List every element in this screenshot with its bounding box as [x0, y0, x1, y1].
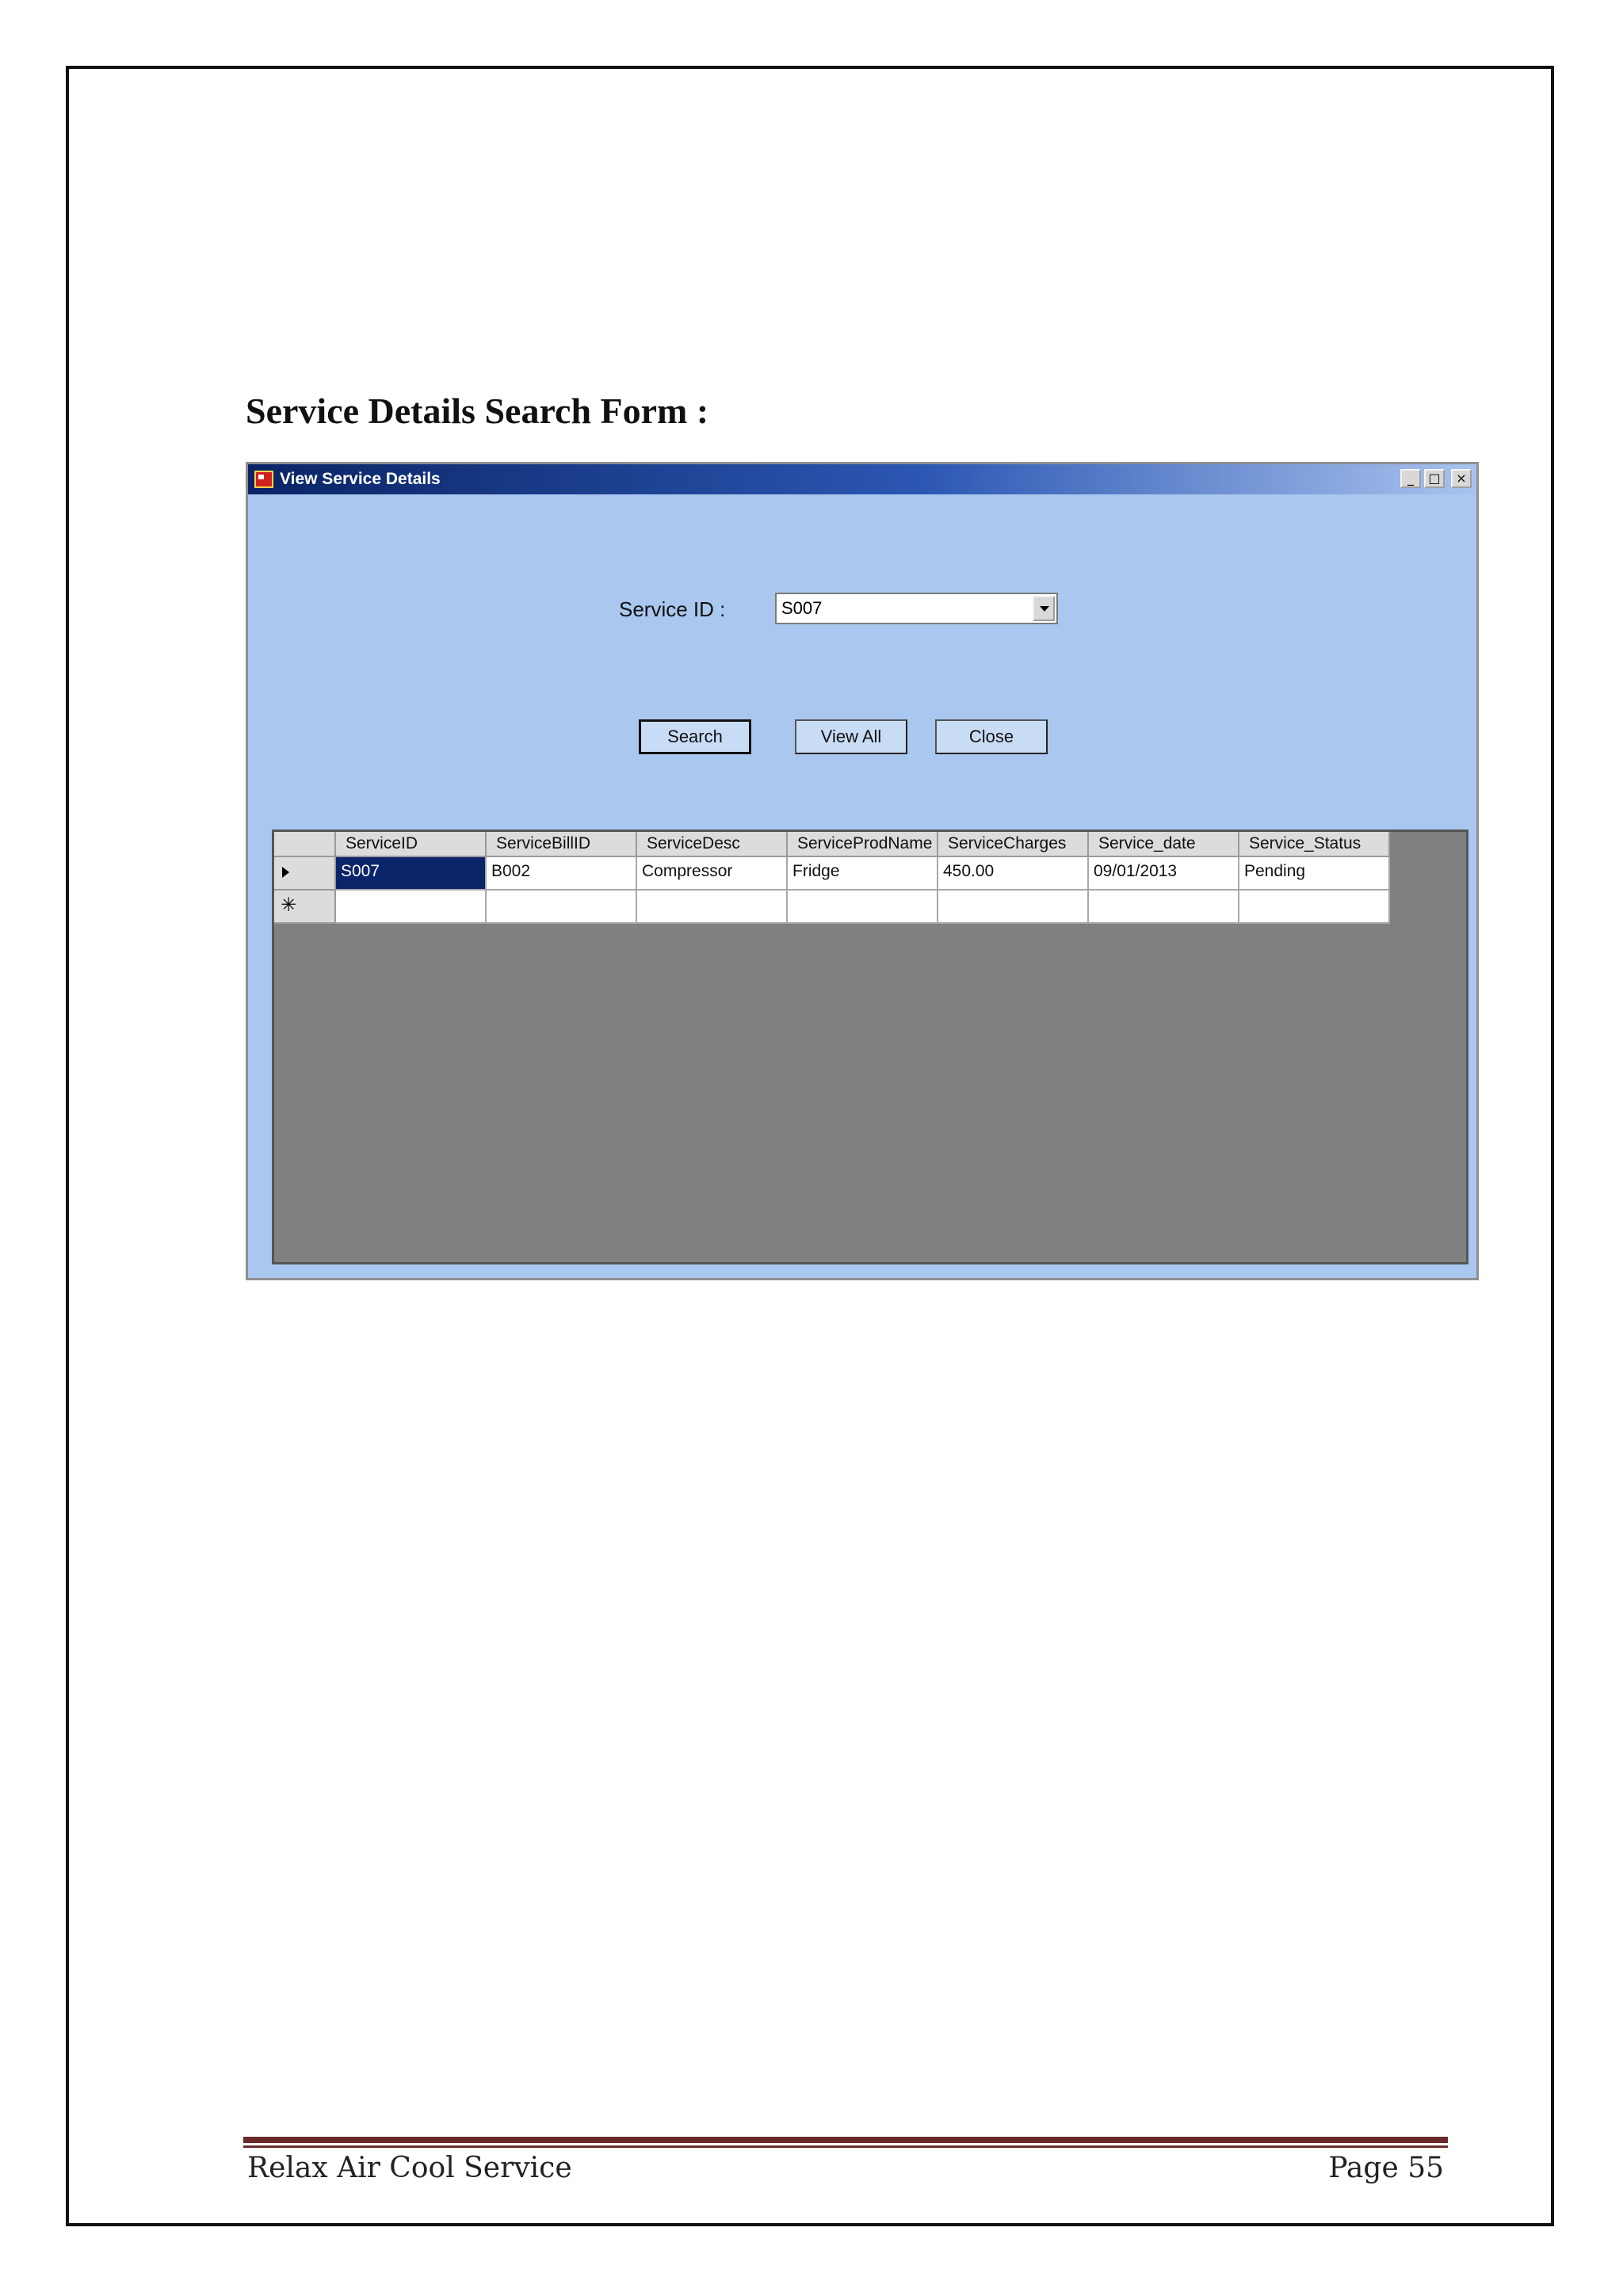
new-row-cell[interactable] — [1089, 891, 1239, 924]
grid-corner-header — [274, 832, 336, 857]
maximize-button[interactable]: □ — [1424, 469, 1445, 488]
page-heading: Service Details Search Form : — [246, 391, 709, 431]
column-header-serviceid[interactable]: ServiceID — [336, 832, 487, 857]
service-id-value[interactable]: S007 — [781, 598, 823, 618]
row-header-new[interactable] — [274, 891, 336, 924]
table-cell[interactable]: Fridge — [788, 857, 938, 891]
close-window-button[interactable]: × — [1451, 469, 1472, 488]
view-all-button[interactable]: View All — [795, 719, 907, 754]
new-row-cell[interactable] — [1239, 891, 1390, 924]
new-row-cell[interactable] — [487, 891, 637, 924]
table-cell[interactable]: Pending — [1239, 857, 1390, 891]
column-header-servicedesc[interactable]: ServiceDesc — [637, 832, 788, 857]
app-icon[interactable] — [254, 471, 273, 488]
footer-rule — [243, 2137, 1448, 2143]
new-row-cell[interactable] — [788, 891, 938, 924]
footer-rule-thin — [243, 2145, 1448, 2148]
new-row-cell[interactable] — [938, 891, 1089, 924]
search-button[interactable]: Search — [639, 719, 751, 754]
footer-title: Relax Air Cool Service — [247, 2152, 572, 2184]
service-id-label: Service ID : — [619, 597, 726, 621]
table-cell[interactable]: 450.00 — [938, 857, 1089, 891]
column-header-service-status[interactable]: Service_Status — [1239, 832, 1390, 857]
title-bar[interactable] — [248, 464, 1476, 494]
column-header-serviceprodname[interactable]: ServiceProdName — [788, 832, 938, 857]
column-header-service-date[interactable]: Service_date — [1089, 832, 1239, 857]
page-number: Page 55 — [1328, 2152, 1444, 2184]
column-header-servicebillid[interactable]: ServiceBillID — [487, 832, 637, 857]
new-row-star-icon: ✳ — [281, 894, 297, 916]
table-cell[interactable]: S007 — [336, 857, 487, 891]
view-service-details-window — [246, 462, 1479, 1280]
service-id-combobox[interactable] — [775, 593, 1058, 624]
table-cell[interactable]: B002 — [487, 857, 637, 891]
column-header-servicecharges[interactable]: ServiceCharges — [938, 832, 1089, 857]
chevron-down-icon[interactable] — [1033, 596, 1055, 621]
row-header-current[interactable] — [274, 857, 336, 891]
table-cell[interactable]: 09/01/2013 — [1089, 857, 1239, 891]
new-row-cell[interactable] — [637, 891, 788, 924]
service-details-grid[interactable] — [272, 830, 1468, 1264]
new-row-cell[interactable] — [336, 891, 487, 924]
minimize-button[interactable]: _ — [1400, 469, 1421, 488]
close-button[interactable]: Close — [935, 719, 1048, 754]
table-cell[interactable]: Compressor — [637, 857, 788, 891]
current-row-arrow-icon — [282, 867, 289, 878]
window-title: View Service Details — [280, 470, 441, 488]
